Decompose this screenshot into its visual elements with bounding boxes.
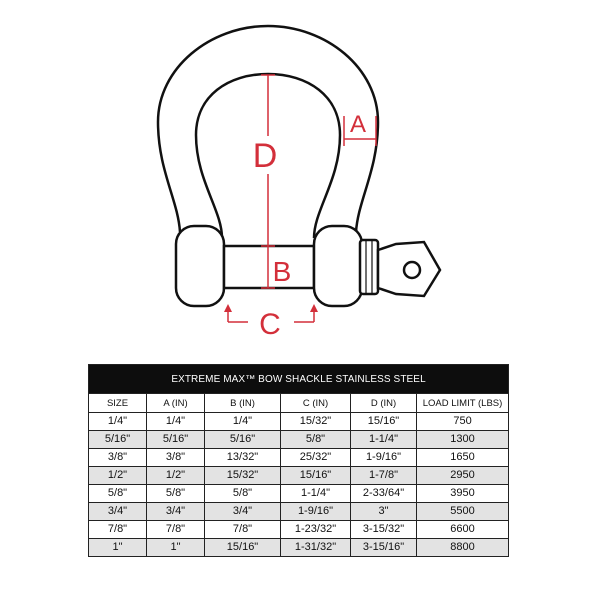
dimension-c [228,306,314,341]
table-cell: 15/32" [205,467,281,485]
shackle-pin-collar [360,240,378,294]
label-c: C [259,308,281,341]
column-header: C (IN) [281,394,351,413]
column-header: SIZE [89,394,147,413]
table-cell: 3-15/16" [351,539,417,557]
table-cell: 1300 [417,431,509,449]
table-cell: 5/8" [281,431,351,449]
table-cell: 1-23/32" [281,521,351,539]
table-cell: 7/8" [89,521,147,539]
table-cell: 1/2" [147,467,205,485]
table-cell: 1" [147,539,205,557]
table-cell: 5/8" [89,485,147,503]
table-cell: 1-7/8" [351,467,417,485]
table-cell: 1" [89,539,147,557]
table-cell: 1-1/4" [281,485,351,503]
table-row [89,467,509,485]
shackle-left-eye [176,226,224,306]
table-cell: 3/8" [89,449,147,467]
table-cell: 3/4" [147,503,205,521]
table-cell: 2-33/64" [351,485,417,503]
table-cell: 3-15/32" [351,521,417,539]
shackle-pin-hole [404,262,420,278]
table-cell: 1-9/16" [351,449,417,467]
label-a: A [349,111,367,138]
table-cell: 7/8" [147,521,205,539]
table-cell: 5/16" [89,431,147,449]
table-cell: 6600 [417,521,509,539]
table-cell: 3/4" [205,503,281,521]
table-row [89,413,509,431]
column-header: LOAD LIMIT (LBS) [417,394,509,413]
table-cell: 1650 [417,449,509,467]
table-cell: 5500 [417,503,509,521]
table-row [89,503,509,521]
table-cell: 3" [351,503,417,521]
table-cell: 5/16" [147,431,205,449]
table-row [89,431,509,449]
table-cell: 5/16" [205,431,281,449]
column-header: B (IN) [205,394,281,413]
table-cell: 1/2" [89,467,147,485]
table-cell: 1/4" [89,413,147,431]
table-row [89,485,509,503]
table-header-row [89,394,509,413]
table-cell: 13/32" [205,449,281,467]
label-d: D [252,137,278,175]
table-cell: 15/16" [205,539,281,557]
dimension-d [250,75,284,246]
spec-table [88,364,509,557]
table-cell: 1-31/32" [281,539,351,557]
table-cell: 1/4" [147,413,205,431]
label-b: B [272,256,292,287]
shackle-right-eye [314,226,362,306]
table-cell: 15/16" [281,467,351,485]
table-cell: 25/32" [281,449,351,467]
table-cell: 3/4" [89,503,147,521]
table-cell: 1-9/16" [281,503,351,521]
shackle-pin [224,246,314,288]
table-cell: 8800 [417,539,509,557]
table-cell: 3950 [417,485,509,503]
table-cell: 5/8" [147,485,205,503]
table-row [89,539,509,557]
dimension-a [344,111,376,146]
table-cell: 750 [417,413,509,431]
table-cell: 5/8" [205,485,281,503]
column-header: A (IN) [147,394,205,413]
table-cell: 15/16" [351,413,417,431]
table-cell: 7/8" [205,521,281,539]
column-header: D (IN) [351,394,417,413]
table-row [89,449,509,467]
table-cell: 2950 [417,467,509,485]
table-row [89,521,509,539]
table-cell: 3/8" [147,449,205,467]
table-title: EXTREME MAX™ BOW SHACKLE STAINLESS STEEL [89,365,509,394]
table-cell: 1-1/4" [351,431,417,449]
table-cell: 15/32" [281,413,351,431]
table-cell: 1/4" [205,413,281,431]
